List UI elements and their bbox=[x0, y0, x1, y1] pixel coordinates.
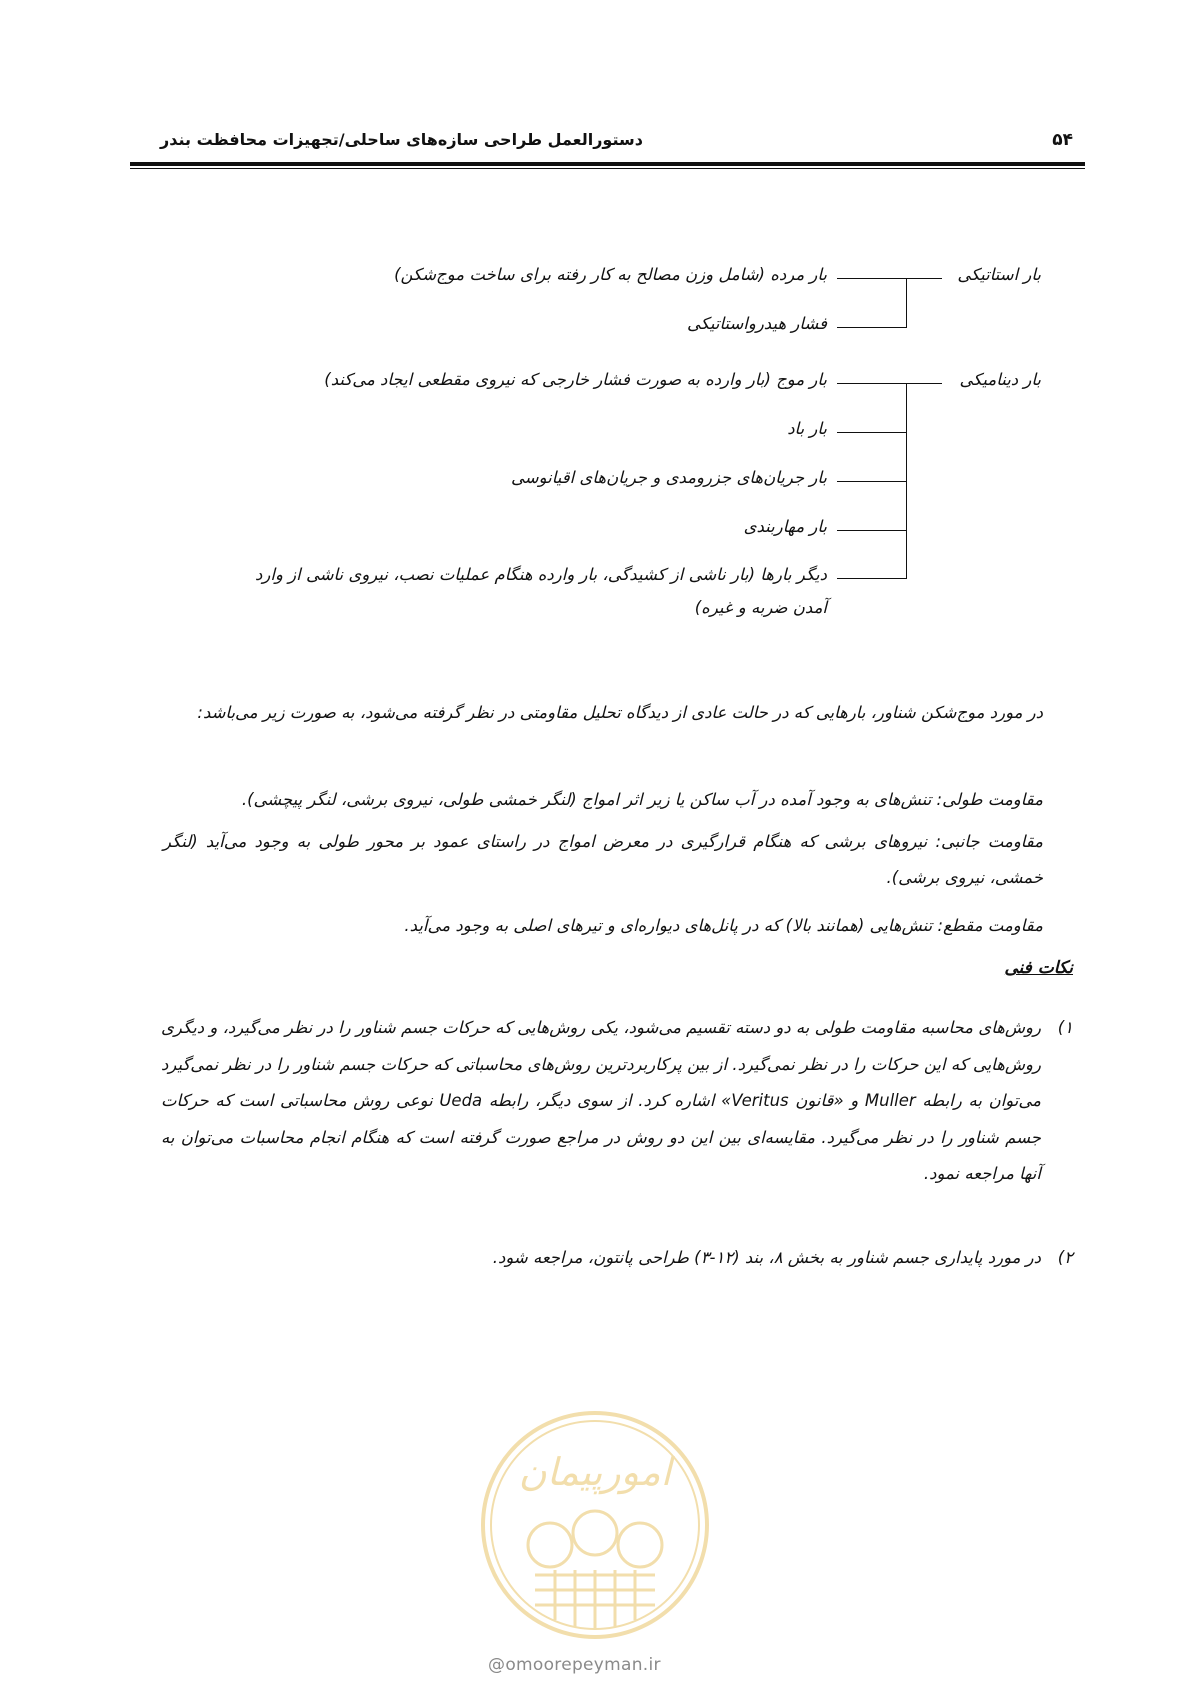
dynamic-item-line-1 bbox=[837, 383, 907, 384]
section-strength-paragraph: مقاومت مقطع: تنش‌هایی (همانند بالا) که در پانل‌های دیواره‌ای و تیرهای اصلی به وجود می‌آید. bbox=[404, 916, 1043, 935]
longitudinal-strength-paragraph: مقاومت طولی: تنش‌های به وجود آمده در آب ساکن یا زیر اثر امواج (لنگر خمشی طولی، نیروی برشی، لنگر پیچشی). bbox=[241, 790, 1043, 809]
technical-notes-heading: نکات فنی bbox=[1004, 958, 1073, 978]
dynamic-item-line-4 bbox=[837, 530, 907, 531]
dynamic-item-wave-load: بار موج (بار وارده به صورت فشار خارجی که نیروی مقطعی ایجاد می‌کند) bbox=[324, 370, 827, 389]
static-branch-line bbox=[906, 278, 942, 279]
static-item-dead-load: بار مرده (شامل وزن مصالح به کار رفته برای ساخت موج‌شکن) bbox=[394, 265, 827, 284]
dynamic-branch-line bbox=[906, 383, 942, 384]
watermark-url: @omoorepeyman.ir bbox=[488, 1655, 661, 1675]
static-load-label: بار استاتیکی bbox=[957, 265, 1041, 284]
dynamic-item-mooring-load: بار مهاربندی bbox=[743, 517, 827, 536]
dynamic-item-line-2 bbox=[837, 432, 907, 433]
static-bracket bbox=[906, 278, 907, 328]
dynamic-load-label: بار دینامیکی bbox=[959, 370, 1041, 389]
intro-paragraph: در مورد موج‌شکن شناور، بارهایی که در حالت عادی از دیدگاه تحلیل مقاومتی در نظر گرفته می‌شود، به صورت زیر می‌باشد: bbox=[197, 703, 1043, 722]
static-item-hydrostatic: فشار هیدرواستاتیکی bbox=[687, 314, 827, 333]
dynamic-item-other-loads: دیگر بارها (بار ناشی از کشیدگی، بار وارده هنگام عملیات نصب، نیروی ناشی از وارد bbox=[255, 565, 827, 584]
page-number: ۵۴ bbox=[1052, 130, 1073, 150]
dynamic-item-line-5 bbox=[837, 578, 907, 579]
dynamic-item-other-loads-cont: آمدن ضربه و غیره) bbox=[694, 598, 827, 617]
note-text-1: روش‌های محاسبه مقاومت طولی به دو دسته تقسیم می‌شود، یکی روش‌هایی که حرکات جسم شناور را در نظر می‌گیرد، و دیگری روش‌هایی که این حرکات را در نظر نمی‌گیرد. از بین پرکاربردترین روش‌های محاسباتی که حرکات جسم شناور را در نظر نمی‌گیرد می‌توان به رابطه Muller و «قانون Veritus» اشاره کرد. از سوی دیگر، رابطه Ueda نوعی روش محاسباتی است که حرکات جسم شناور را در نظر می‌گیرد. مقایسه‌ای بین این دو روش در مراجع صورت گرفته است که هنگام انجام محاسبات می‌توان به آنها مراجعه نمود. bbox=[161, 1018, 1041, 1183]
watermark-logo bbox=[475, 1405, 715, 1645]
note-number-2: ۲) bbox=[1057, 1248, 1073, 1267]
load-classification-diagram bbox=[0, 0, 1191, 640]
dynamic-item-line-3 bbox=[837, 481, 907, 482]
watermark-logo-text: امورپیمان bbox=[518, 1450, 672, 1494]
lateral-strength-paragraph: مقاومت جانبی: نیروهای برشی که هنگام قرارگیری در معرض امواج در راستای عمود بر محور طولی به وجود می‌آید (لنگر خمشی، نیروی برشی). bbox=[163, 832, 1043, 887]
static-item-line-2 bbox=[837, 327, 907, 328]
dynamic-item-wind-load: بار باد bbox=[787, 419, 827, 438]
running-title: دستورالعمل طراحی سازه‌های ساحلی/تجهیزات محافظت بندر bbox=[160, 130, 643, 149]
note-text-2: در مورد پایداری جسم شناور به بخش ۸، بند (۱۲-۳) طراحی پانتون، مراجعه شود. bbox=[492, 1248, 1041, 1267]
dynamic-item-current-load: بار جریان‌های جزرومدی و جریان‌های اقیانوسی bbox=[511, 468, 827, 487]
note-number-1: ۱) bbox=[1057, 1018, 1073, 1037]
static-item-line-1 bbox=[837, 278, 907, 279]
